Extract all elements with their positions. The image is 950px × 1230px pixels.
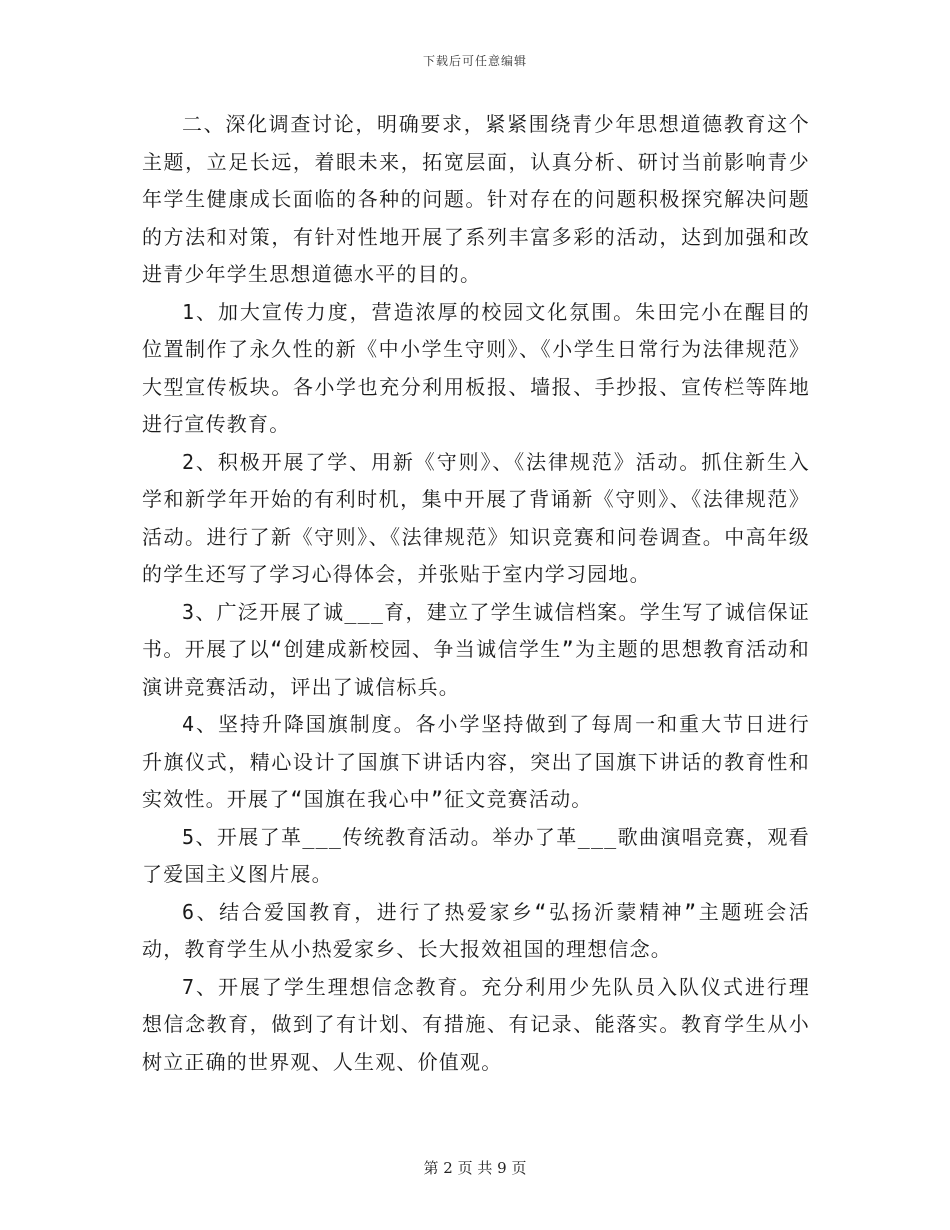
paragraph-item-1: 1、加大宣传力度，营造浓厚的校园文化氛围。朱田完小在醒目的位置制作了永久性的新《中小学生守则》、《小学生日常行为法律规范》大型宣传板块。各小学也充分利用板报、墙报、手抄报、宣传栏等阵地进行宣传教育。	[142, 299, 810, 436]
document-body	[142, 106, 810, 1081]
page-header: 下载后可任意编辑	[422, 54, 527, 68]
paragraph-item-7: 7、开展了学生理想信念教育。充分利用少先队员入队仪式进行理想信念教育，做到了有计划、有措施、有记录、能落实。教育学生从小树立正确的世界观、人生观、价值观。	[142, 974, 810, 1074]
paragraph-item-5: 5、开展了革___传统教育活动。举办了革___歌曲演唱竞赛，观看了爱国主义图片展。	[142, 824, 810, 886]
paragraph-item-4: 4、坚持升降国旗制度。各小学坚持做到了每周一和重大节日进行升旗仪式，精心设计了国旗下讲话内容，突出了国旗下讲话的教育性和实效性。开展了“国旗在我心中”征文竞赛活动。	[142, 712, 810, 811]
paragraph-item-2: 2、积极开展了学、用新《守则》、《法律规范》活动。抓住新生入学和新学年开始的有利时机，集中开展了背诵新《守则》、《法律规范》活动。进行了新《守则》、《法律规范》知识竞赛和问卷调查。中高年级的学生还写了学习心得体会，并张贴于室内学习园地。	[142, 449, 810, 586]
paragraph-item-3: 3、广泛开展了诚___育，建立了学生诚信档案。学生写了诚信保证书。开展了以“创建成新校园、争当诚信学生”为主题的思想教育活动和演讲竞赛活动，评出了诚信标兵。	[142, 599, 810, 699]
paragraph-intro: 二、深化调查讨论，明确要求，紧紧围绕青少年思想道德教育这个主题，立足长远，着眼未来，拓宽层面，认真分析、研讨当前影响青少年学生健康成长面临的各种的问题。针对存在的问题积极探究解决问题的方法和对策，有针对性地开展了系列丰富多彩的活动，达到加强和改进青少年学生思想道德水平的目的。	[142, 112, 810, 286]
paragraph-item-6: 6、结合爱国教育，进行了热爱家乡“弘扬沂蒙精神”主题班会活动，教育学生从小热爱家乡、长大报效祖国的理想信念。	[142, 899, 810, 961]
page-number: 第 2 页 共 9 页	[423, 1159, 527, 1177]
